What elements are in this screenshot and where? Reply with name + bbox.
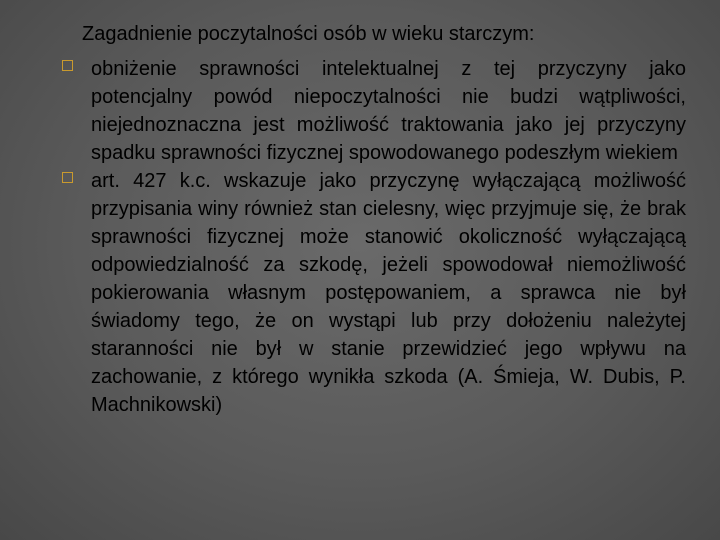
bullet-text-1: obniżenie sprawności intelektualnej z tej przyczyny jako potencjalny powód niepoczytalności nie budzi wątpliwości, niejednoznaczna jest możliwość traktowania jako jej przyczyny spadku sprawności fizycznej spowodowanego podeszłym wiekiem: [91, 58, 686, 164]
bullet-item-1: [0, 55, 720, 167]
bullet-list: [0, 55, 720, 419]
slide-title: Zagadnienie poczytalności osób w wieku starczym:: [82, 23, 535, 45]
square-bullet-icon: [62, 172, 73, 183]
bullet-item-2: [0, 167, 720, 419]
bullet-text-2: art. 427 k.c. wskazuje jako przyczynę wyłączającą możliwość przypisania winy również stan cielesny, więc przyjmuje się, że brak sprawności fizycznej może stanowić okoliczność wyłączającą odpowiedzialność za szkodę, jeżeli spowodował niemożliwość pokierowania własnym postępowaniem, a sprawca nie był świadomy tego, że on wystąpi lub przy dołożeniu należytej staranności nie był w stanie przewidzieć jego wpływu na zachowanie, z którego wynikła szkoda (A. Śmieja, W. Dubis, P. Machnikowski): [91, 170, 686, 416]
square-bullet-icon: [62, 60, 73, 71]
